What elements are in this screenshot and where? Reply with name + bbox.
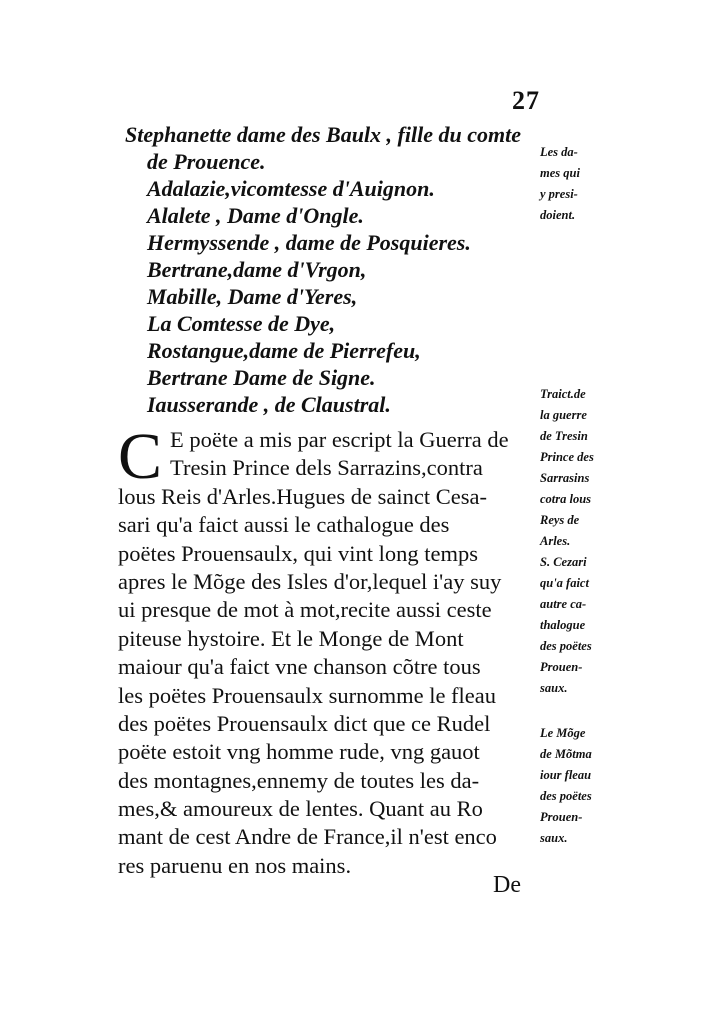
body-line: lous Reis d'Arles.Hugues de sainct Cesa- (118, 483, 487, 509)
margin-note (540, 384, 630, 699)
list-line: La Comtesse de Dye, (147, 311, 336, 336)
body-line: des poëtes Prouensaulx dict que ce Rudel (118, 710, 491, 736)
page-number: 27 (512, 86, 540, 115)
body-line: maiour qu'a faict vne chanson cõtre tous (118, 654, 481, 680)
margin-note-line: doient. (540, 208, 576, 222)
body-line: mant de cest Andre de France,il n'est enco (118, 824, 497, 850)
margin-note (540, 142, 630, 226)
list-line: Stephanette dame des Baulx , fille du comte (125, 122, 521, 147)
body-line: des montagnes,ennemy de toutes les da- (118, 767, 480, 793)
body-line: poëte estoit vng homme rude, vng gauot (118, 739, 480, 765)
list-line: Rostangue,dame de Pierrefeu, (147, 338, 421, 363)
margin-note-line: mes qui (540, 166, 580, 180)
drop-cap: C (118, 420, 163, 493)
margin-note-line: y presi- (540, 187, 578, 201)
margin-note-line: S. Cezari (540, 555, 587, 569)
list-line: Mabille, Dame d'Yeres, (147, 284, 358, 309)
body-line: res paruenu en nos mains. (118, 852, 352, 878)
margin-note-line: saux. (540, 681, 568, 695)
margin-note-line: la guerre (540, 408, 587, 422)
body-line: les poëtes Prouensaulx surnomme le fleau (118, 682, 497, 708)
body-line: apres le Mõge des Isles d'or,lequel i'ay suy (118, 568, 502, 594)
margin-note-line: Sarrasins (540, 471, 590, 485)
body-line: Tresin Prince dels Sarrazins,contra (170, 455, 483, 481)
margin-note-line: Le Mõge (540, 726, 586, 740)
margin-note-line: cotra lous (540, 492, 592, 506)
body-line: mes,& amoureux de lentes. Quant au Ro (118, 796, 483, 822)
margin-note-line: qu'a faict (540, 576, 589, 590)
body-line: sari qu'a faict aussi le cathalogue des (118, 512, 450, 538)
body-line: piteuse hystoire. Et le Monge de Mont (118, 625, 464, 651)
list-line: Bertrane,dame d'Vrgon, (147, 257, 367, 282)
ladies-list (125, 121, 545, 418)
catchword: De (493, 872, 521, 898)
list-line: de Prouence. (147, 149, 266, 174)
body-line: ui presque de mot à mot,recite aussi ceste (118, 597, 492, 623)
margin-note-line: Arles. (540, 534, 571, 548)
margin-note-line: de Tresin (540, 429, 588, 443)
margin-note-line: Prouen- (540, 810, 583, 824)
list-line: Adalazie,vicomtesse d'Auignon. (147, 176, 435, 201)
body-line: E poëte a mis par escript la Guerra de (170, 427, 509, 452)
list-line: Iausserande , de Claustral. (147, 392, 391, 417)
margin-note-line: saux. (540, 831, 568, 845)
margin-note-line: Prouen- (540, 660, 583, 674)
margin-note-line: iour fleau (540, 768, 592, 782)
margin-note-line: Les da- (540, 145, 578, 159)
margin-note-line: des poëtes (540, 789, 592, 803)
list-line: Hermyssende , dame de Posquieres. (147, 230, 471, 255)
margin-note-line: des poëtes (540, 639, 592, 653)
body-paragraph (118, 420, 538, 880)
list-line: Bertrane Dame de Signe. (147, 365, 376, 390)
margin-note-line: autre ca- (540, 597, 587, 611)
margin-note-line: thalogue (540, 618, 586, 632)
margin-note-line: Traict.de (540, 387, 586, 401)
margin-note-line: Prince des (540, 450, 594, 464)
body-line: poëtes Prouensaulx, qui vint long temps (118, 540, 478, 566)
margin-note-line: Reys de (540, 513, 580, 527)
margin-note-line: de Mõtma (540, 747, 592, 761)
list-line: Alalete , Dame d'Ongle. (147, 203, 364, 228)
margin-note (540, 723, 630, 849)
